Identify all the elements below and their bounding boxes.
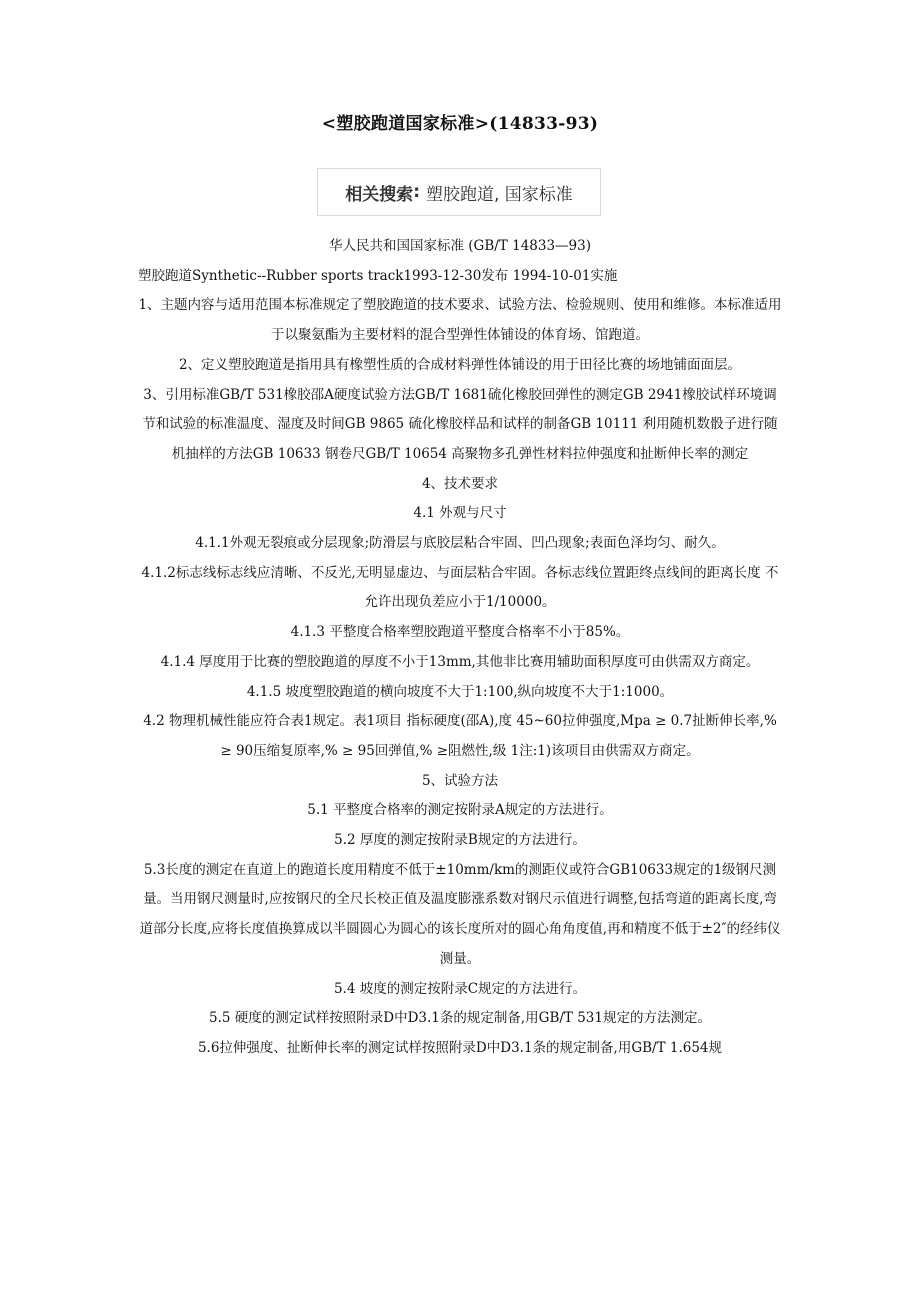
- related-search-terms[interactable]: 塑胶跑道, 国家标准: [426, 184, 573, 205]
- section-2-definition: 2、定义塑胶跑道是指用具有橡塑性质的合成材料弹性体铺设的用于田径比赛的场地铺面面层。: [178, 356, 742, 373]
- section-5-2-thickness-test: 5.2 厚度的测定按附录B规定的方法进行。: [334, 832, 586, 849]
- related-search-colon: :: [413, 182, 420, 202]
- section-4-heading: 4、技术要求: [421, 475, 499, 492]
- section-4-2-physical-properties: 4.2 物理机械性能应符合表1规定。表1项目 指标硬度(邵A),度 45~60拉伸强度,Mpa ≥ 0.7扯断伸长率,% ≥ 90压缩复原率,% ≥ 95回弹值,% ≥阻燃性,级 1注:1)该项目由供需双方商定。: [143, 713, 777, 759]
- related-search-label: 相关搜索: [345, 184, 414, 205]
- document-body: [138, 232, 782, 1064]
- section-5-6-tensile-test: 5.6拉伸强度、扯断伸长率的测定试样按照附录D中D3.1条的规定制备,用GB/T 1.654规: [197, 1039, 723, 1056]
- section-4-1-2-marking-lines: 4.1.2标志线标志线应清晰、不反光,无明显虚边、与面层粘合牢固。各标志线位置距终点线间的距离长度 不允许出现负差应小于1/10000。: [141, 564, 779, 611]
- page-title: <塑胶跑道国家标准>(14833-93): [321, 114, 599, 134]
- section-5-4-slope-test: 5.4 坡度的测定按附录C规定的方法进行。: [333, 980, 587, 997]
- related-search-box: [317, 168, 601, 216]
- standard-header: 华人民共和国国家标准 (GB/T 14833—93): [329, 238, 591, 254]
- section-5-1-flatness-test: 5.1 平整度合格率的测定按附录A规定的方法进行。: [307, 802, 613, 819]
- section-4-1-1-appearance: 4.1.1外观无裂痕或分层现象;防滑层与底胶层粘合牢固、凹凸现象;表面色泽均匀、耐久。: [195, 535, 725, 552]
- section-4-1-4-thickness: 4.1.4 厚度用于比赛的塑胶跑道的厚度不小于13mm,其他非比赛用辅助面积厚度可由供需双方商定。: [160, 653, 760, 670]
- section-5-3-length-test: 5.3长度的测定在直道上的跑道长度用精度不低于±10mm/km的测距仪或符合GB10633规定的1级钢尺测量。当用钢尺测量时,应按钢尺的全尺长校正值及温度膨涨系数对钢尺示值进行调整,包括弯道的距离长度,弯道部分长度,应将长度值换算成以半圆圆心为圆心的该长度所对的圆心角角度值,再和精度不低于±2″的经纬仪测量。: [139, 861, 781, 967]
- section-5-5-hardness-test: 5.5 硬度的测定试样按照附录D中D3.1条的规定制备,用GB/T 531规定的方法测定。: [209, 1010, 711, 1027]
- section-5-heading: 5、试验方法: [421, 772, 499, 789]
- section-4-1-3-flatness: 4.1.3 平整度合格率塑胶跑道平整度合格率不小于85%。: [290, 624, 630, 641]
- section-1-scope: 1、主题内容与适用范围本标准规定了塑胶跑道的技术要求、试验方法、检验规则、使用和维修。本标准适用于以聚氨酯为主要材料的混合型弹性体铺设的体育场、馆跑道。: [138, 297, 782, 344]
- standard-subtitle: 塑胶跑道Synthetic--Rubber sports track1993-12-30发布 1994-10-01实施: [138, 267, 618, 284]
- section-4-1-5-slope: 4.1.5 坡度塑胶跑道的横向坡度不大于1:100,纵向坡度不大于1:1000。: [246, 683, 674, 700]
- section-4-1-heading: 4.1 外观与尺寸: [413, 505, 507, 522]
- section-3-references: 3、引用标准GB/T 531橡胶邵A硬度试验方法GB/T 1681硫化橡胶回弹性的测定GB 2941橡胶试样环境调节和试验的标准温度、湿度及时间GB 9865 硫化橡胶样品和试样的制备GB 10111 利用随机数骰子进行随机抽样的方法GB 10633 钢卷尺GB/T 10654 高聚物多孔弹性材料拉伸强度和扯断伸长率的测定: [142, 386, 778, 462]
